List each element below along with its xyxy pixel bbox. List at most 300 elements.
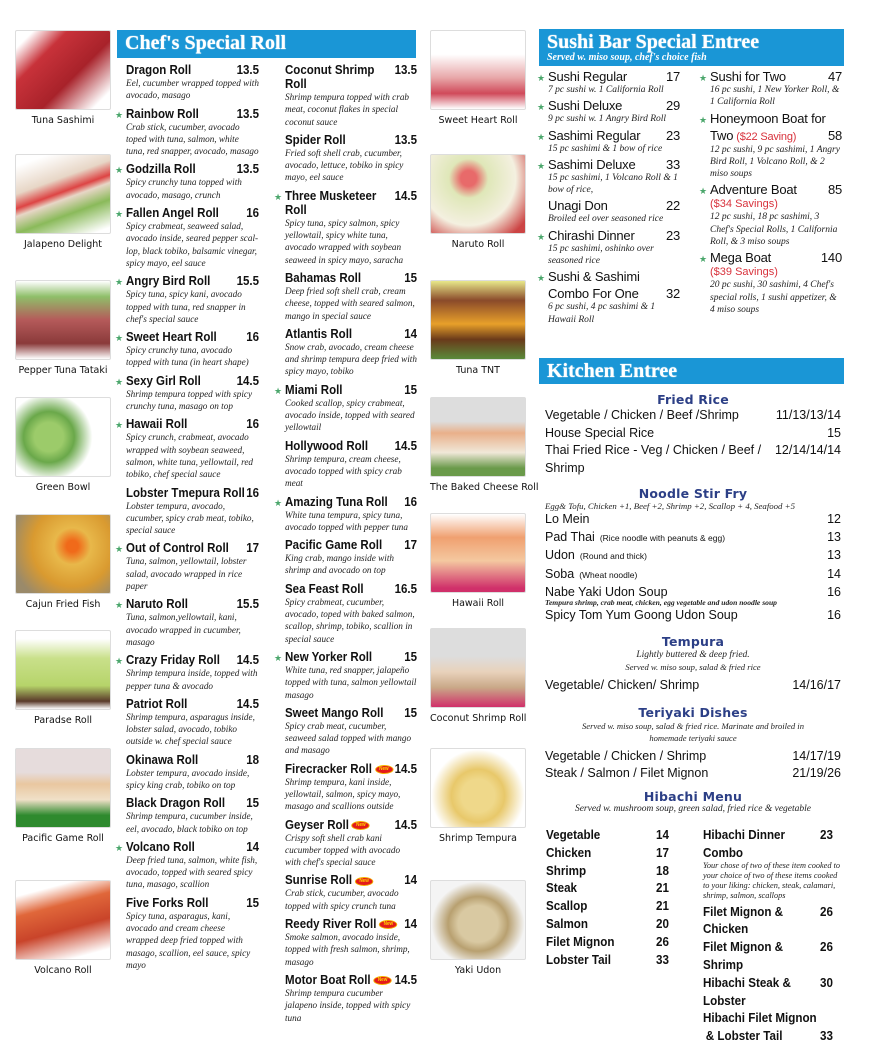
item-price: 16: [827, 607, 841, 622]
item-name: [285, 973, 392, 987]
item-name-text: Volcano Roll: [126, 839, 195, 854]
item-name-text: Hibachi Steak & Lobster: [703, 975, 791, 1008]
menu-item: [537, 98, 680, 125]
photo-tuna-tnt: Tuna TNT: [430, 280, 526, 376]
item-name-text: Out of Control Roll: [126, 541, 229, 556]
item-header: [548, 99, 680, 113]
noodle-list: [545, 511, 841, 624]
item-name: [285, 582, 364, 596]
item-price: 13.5: [236, 106, 259, 121]
item-name: [126, 796, 225, 810]
item-price: 14/16/17: [792, 678, 841, 692]
photo-coconut-shrimp-roll: Coconut Shrimp Roll: [430, 628, 526, 724]
photo-yaki-udon: Yaki Udon: [430, 880, 526, 976]
item-price: 14.5: [236, 696, 259, 711]
photo-hawaii-roll: Hawaii Roll: [430, 513, 526, 609]
star-icon: ★: [115, 600, 124, 611]
item-name-text: Sexy Girl Roll: [126, 373, 201, 388]
item-header: [126, 162, 259, 176]
item-price: 85: [827, 182, 842, 198]
tempura-note-1: Lightly buttered & deep fried.: [636, 650, 750, 660]
kitchen-entree-banner: [539, 358, 844, 384]
item-description: 20 pc sushi, 30 sashimi, 4 Chef's special rolls, 1 sushi appetizer, & 4 miso soups: [710, 280, 837, 315]
item-price: 29: [665, 98, 680, 114]
item-name: [546, 880, 577, 898]
item-name: [285, 383, 343, 397]
item-price: 30: [820, 975, 833, 990]
menu-item: [115, 653, 259, 692]
item-header: [126, 541, 259, 555]
item-name: [545, 529, 725, 548]
item-description: Shrimp tempura inside, topped with pepper tuna & avocado: [126, 668, 258, 691]
item-price: 13.5: [236, 162, 259, 177]
item-name: Sashimi Deluxe: [548, 156, 636, 172]
teriyaki-note-2: homemade teriyaki sauce: [649, 732, 737, 743]
item-name: & Lobster Tail: [705, 1029, 783, 1044]
price-row: [545, 748, 841, 766]
star-icon: ★: [537, 131, 546, 142]
item-name: [285, 538, 382, 552]
item-name-text: Bahamas Roll: [285, 270, 362, 285]
item-price: 58: [827, 127, 842, 143]
item-header: [285, 439, 417, 453]
menu-item: [285, 538, 417, 577]
item-price: 16: [246, 330, 259, 345]
item-description: Crab stick, cucumber, avocado toped with tuna, salmon, white tuna, red snapper, avocado, masago: [126, 121, 259, 157]
item-header: [285, 762, 417, 776]
item-name: [126, 840, 195, 854]
food-image: [15, 280, 111, 360]
star-icon: ★: [274, 652, 283, 663]
item-name-text: Amazing Tuna Roll: [285, 494, 388, 509]
menu-item: [115, 417, 259, 480]
price-row: [545, 442, 841, 477]
saving-label: ($22 Saving): [736, 130, 797, 143]
price-row: [546, 863, 669, 881]
item-price: 23: [820, 828, 833, 842]
photo-shrimp-tempura: Shrimp Tempura: [430, 748, 526, 844]
item-name: [126, 63, 191, 77]
item-name: Honeymoon Boat for: [710, 110, 826, 126]
item-price: 21: [656, 881, 669, 896]
item-price: 33: [820, 1029, 833, 1044]
item-name: [546, 898, 587, 916]
item-header: [285, 133, 417, 147]
item-name: [546, 934, 614, 952]
new-badge-icon: New: [373, 976, 391, 985]
price-row: [546, 898, 669, 916]
item-name-text: Atlantis Roll: [285, 326, 353, 341]
item-price: 14: [404, 326, 417, 341]
food-image: [15, 748, 111, 828]
hibachi-last-row-1: [703, 1010, 833, 1028]
menu-item: [126, 753, 259, 792]
item-name: [285, 762, 393, 776]
item-price: 14.5: [394, 817, 417, 832]
item-header: [285, 63, 417, 91]
item-note: (Wheat noodle): [579, 569, 638, 580]
item-header: [126, 486, 259, 500]
item-description: Fried soft shell crab, cucumber, avocado, lettuce, tobiko in spicy mayo, eel sauce: [285, 147, 404, 183]
item-name-text: Pad Thai: [545, 529, 595, 544]
photo-volcano-roll: Volcano Roll: [15, 880, 111, 976]
price-row: [703, 975, 833, 1011]
item-description: 7 pc sushi w. 1 California Roll: [548, 85, 664, 95]
noodle-heading: Noodle Stir Fry: [638, 486, 748, 501]
item-name: [703, 975, 820, 1011]
item-header: [126, 374, 259, 388]
star-icon: ★: [115, 544, 124, 555]
price-row: [545, 407, 841, 425]
star-icon: ★: [115, 109, 124, 120]
item-price: 12: [827, 512, 841, 526]
item-description: Crab stick, cucumber, avocado topped with spicy crunch tuna: [285, 888, 399, 911]
item-name: [126, 162, 196, 176]
price-row: [545, 511, 841, 529]
menu-item: [537, 269, 680, 326]
item-name-text: Filet Mignon & Shrimp: [703, 940, 784, 972]
item-price: 15: [246, 895, 259, 910]
menu-item: [126, 796, 259, 835]
star-icon: ★: [115, 165, 124, 176]
item-price: 15: [246, 796, 259, 811]
hibachi-note: Served w. mushroom soup, green salad, fried rice & vegetable: [574, 803, 812, 814]
star-icon: ★: [115, 277, 124, 288]
item-name-text: Spicy Tom Yum Goong Udon Soup: [545, 607, 738, 622]
item-description: Deep fried tuna, salmon, white fish, avocado, topped with seared spicy tuna, masago, scallion: [126, 854, 258, 890]
photo-tuna-sashimi: Tuna Sashimi: [15, 30, 111, 126]
item-name-text: Rainbow Roll: [126, 106, 199, 121]
item-name-text: Spider Roll: [285, 132, 346, 147]
price-row: [546, 827, 669, 845]
star-icon: ★: [274, 385, 283, 396]
item-price: 33: [656, 952, 669, 967]
section-subtitle: Served w. miso soup, chef's choice fish: [547, 52, 707, 63]
item-price: 15: [404, 705, 417, 720]
price-row: [545, 547, 841, 566]
photo-naruto-roll: Naruto Roll: [430, 154, 526, 250]
item-price: 13.5: [394, 63, 417, 77]
item-header: [126, 274, 259, 288]
new-badge-icon: New: [352, 821, 370, 830]
item-name: [545, 407, 739, 425]
item-description: Shrimp tempura cucumber jalapeno inside, topped with spicy tuna: [285, 987, 411, 1023]
menu-item: [285, 973, 417, 1024]
item-name-text: Steak: [546, 881, 578, 896]
item-name-text: Sunrise Roll: [285, 873, 353, 888]
hibachi-combo-desc: Your chose of two of these item cooked to your choice of two of these items cooked to your liking: chicken, steak, calamari, shrimp, salmon, scallops: [703, 860, 841, 900]
item-header: [285, 917, 417, 931]
item-name-text: Motor Boat Roll: [285, 972, 371, 987]
item-description: Shrimp tempura topped with crab meat, coconut flakes in special coconut sauce: [285, 92, 410, 127]
menu-item: [285, 917, 417, 968]
item-name: Sashimi Regular: [548, 127, 641, 143]
price-row: [546, 880, 669, 898]
item-name-text: Filet Mignon & Chicken: [703, 904, 784, 937]
menu-item: [285, 762, 417, 813]
item-price: 17: [404, 538, 417, 553]
item-price: 17: [665, 69, 680, 84]
item-description: 15 pc sashimi, oshinko over seasoned rice: [548, 243, 654, 267]
food-image: [430, 280, 526, 360]
item-name: [126, 541, 229, 555]
item-name: Sushi Deluxe: [548, 98, 623, 114]
menu-item: [699, 110, 842, 181]
item-header: [285, 271, 417, 285]
hibachi-heading: Hibachi Menu: [643, 788, 743, 804]
menu-item: [699, 250, 842, 316]
item-description: White tuna, red snapper, jalapeño topped with tuna, salmon yellowtail masago: [285, 664, 417, 700]
item-name: [546, 863, 586, 881]
item-header: [285, 383, 417, 397]
item-description: 6 pc sushi, 4 pc sashimi & 1 Hawaii Roll: [548, 302, 656, 325]
item-header: [126, 107, 259, 121]
price-row: [703, 904, 833, 940]
item-name: [285, 706, 383, 720]
item-name: [546, 827, 600, 845]
item-name-text: Coconut Shrimp Roll: [285, 63, 375, 91]
item-header: [126, 697, 259, 711]
item-price: 26: [820, 904, 833, 919]
photo-pepper-tuna-tataki: Pepper Tuna Tataki: [15, 280, 111, 376]
item-price: 14.5: [236, 373, 259, 388]
item-name: Hibachi Dinner Combo: [703, 828, 786, 860]
item-name-text: Lo Mein: [545, 512, 590, 526]
menu-item: [285, 818, 417, 869]
section-title: Sushi Bar Special Entree: [547, 31, 760, 53]
item-price: 15: [827, 425, 841, 440]
item-header: [285, 538, 417, 552]
item-name-text: Vegetable: [546, 828, 601, 842]
item-description: Spicy tuna, spicy kani, avocado topped with tuna, red snapper in chef's special sauce: [126, 289, 246, 324]
photo-baked-cheese-roll: The Baked Cheese Roll: [430, 397, 526, 493]
teriyaki-note-1: Served w. miso soup, salad & fried rice. Marinate and broiled in: [582, 720, 804, 731]
item-name-text: Sweet Heart Roll: [126, 330, 217, 345]
item-name-text: Okinawa Roll: [126, 752, 199, 767]
item-name-text: House Special Rice: [545, 425, 655, 440]
price-row: [545, 677, 841, 695]
item-description: Broiled eel over seasoned rice: [548, 214, 664, 225]
menu-item: [285, 327, 417, 378]
star-icon: ★: [699, 254, 708, 265]
item-description: 16 pc sushi, 1 New Yorker Roll, & 1 California Roll: [710, 85, 840, 108]
item-header: [126, 796, 259, 810]
item-description: Spicy crunch, crabmeat, avocado wrapped with soybean seaweed, salmon, white tuna, yellowtail, red tobiko, chef special sauce: [126, 432, 254, 480]
item-description: Crispy soft shell crab kani cucumber topped with avocado with chef's special sauce: [285, 832, 401, 868]
item-name: [126, 107, 199, 121]
item-description: Lobster tempura, avocado inside, spicy king crab, tobiko on top: [126, 767, 250, 790]
item-name: [285, 271, 361, 285]
item-description: 12 pc sushi, 9 pc sashimi, 1 Angry Bird Roll, 1 Volcano Roll, & 2 miso soups: [710, 144, 840, 180]
food-image: [15, 630, 111, 710]
kitchen-body: [545, 392, 841, 814]
teriyaki-heading: Teriyaki Dishes: [638, 704, 748, 720]
hibachi-last-row-2: [703, 1028, 833, 1046]
item-name-text: Lobster Tail: [546, 952, 612, 967]
item-price: 16: [246, 417, 259, 432]
item-price: 16: [827, 585, 841, 599]
item-price: 16: [246, 206, 259, 221]
item-name: [126, 274, 210, 288]
item-name: [546, 916, 588, 934]
item-name: [126, 597, 188, 611]
item-name-text: Two: [710, 127, 734, 143]
item-price: 14.5: [236, 653, 259, 668]
item-description: King crab, mango inside with shrimp and avocado on top: [285, 553, 394, 576]
hibachi-column-2-list: [703, 904, 833, 1011]
menu-item: [537, 156, 680, 197]
item-price: 15.5: [236, 274, 259, 289]
item-price: 16: [246, 485, 259, 500]
sushi-bar-column-1: [537, 69, 680, 329]
photo-jalapeno-delight: Jalapeno Delight: [15, 154, 111, 250]
menu-item: [274, 382, 417, 434]
menu-item: [115, 106, 259, 158]
food-image: [430, 880, 526, 960]
item-name-text: Thai Fried Rice - Veg / Chicken / Beef / Shrimp: [545, 443, 762, 475]
item-description: Shrimp tempura, asparagus inside, lobster salad, avocado, tobiko outside w. chef special sauce: [126, 711, 255, 747]
item-description: 15 pc sashimi & 1 bow of rice: [548, 143, 663, 154]
photo-paradise-roll: Paradse Roll: [15, 630, 111, 726]
item-name-text: Shrimp: [546, 863, 587, 878]
item-price: 140: [820, 250, 842, 266]
item-name: [285, 650, 372, 664]
item-price: 13.5: [236, 63, 259, 77]
item-name-2: [548, 287, 639, 301]
item-name: [545, 677, 699, 695]
item-header: [126, 63, 259, 77]
item-name: [285, 63, 395, 91]
food-image: [430, 154, 526, 234]
menu-item: [274, 649, 417, 701]
item-name-text: Firecracker Roll: [285, 761, 372, 776]
item-name: Adventure Boat: [710, 182, 797, 198]
item-name: [545, 425, 654, 443]
item-price: 18: [246, 752, 259, 767]
item-description: Lobster tempura, avocado, cucumber, spicy crab meat, tobiko, special sauce: [126, 500, 254, 536]
item-header: [126, 753, 259, 767]
item-header: [548, 70, 680, 84]
item-name-text: Steak / Salmon / Filet Mignon: [545, 766, 709, 780]
item-description: Spicy crabmeat, seaweed salad, avocado inside, seared pepper scal-lop, black tobiko, balsamic vinegar, spicy mayo, eel sauce: [126, 221, 259, 268]
item-name: Sushi for Two: [710, 69, 786, 84]
item-name: [126, 330, 217, 344]
price-row: [545, 425, 841, 443]
menu-item: [126, 896, 259, 971]
item-price: 14: [404, 917, 417, 932]
item-name-text: Hawaii Roll: [126, 417, 188, 432]
item-header: [285, 650, 417, 664]
item-price: 11/13/13/14: [775, 408, 841, 422]
noodle-addon-note: Egg& Tofu, Chicken +1, Beef +2, Shrimp +2, Scallop + 4, Seafood +5: [545, 501, 795, 511]
menu-item: [699, 69, 842, 109]
star-icon: ★: [115, 656, 124, 667]
item-description: Eel, cucumber wrapped topped with avocado, masago: [126, 78, 259, 101]
saving-label: ($39 Savings): [710, 266, 778, 279]
item-description: Shrimp tempura, cream cheese, avocado topped with spicy crab meat: [285, 453, 402, 489]
item-price: 22: [665, 198, 680, 214]
menu-item: [537, 227, 680, 268]
item-name-text: Soba: [545, 566, 575, 581]
item-price: 14: [656, 828, 669, 842]
item-name-text: Udon: [545, 548, 575, 562]
item-price: 16.5: [394, 581, 417, 596]
price-row: [545, 765, 841, 783]
item-name: [285, 495, 388, 509]
menu-item: [285, 63, 417, 128]
item-name: [285, 873, 373, 887]
new-badge-icon: New: [379, 920, 397, 929]
new-badge-icon: New: [375, 765, 393, 774]
price-row: [703, 939, 833, 975]
item-name: [126, 417, 187, 431]
star-icon: ★: [115, 333, 124, 344]
item-name: [545, 442, 775, 477]
star-icon: ★: [115, 842, 124, 853]
menu-item: [115, 597, 259, 648]
star-icon: ★: [537, 273, 546, 284]
item-price: 16: [404, 494, 417, 509]
food-image: [430, 397, 526, 477]
item-name: [126, 753, 198, 767]
item-name: Chirashi Dinner: [548, 227, 635, 243]
item-name-text: Sweet Mango Roll: [285, 705, 384, 720]
item-name: [703, 939, 820, 975]
item-name-text: Fallen Angel Roll: [126, 206, 219, 221]
item-name-text: Reedy River Roll: [285, 917, 377, 932]
item-name-text: Vegetable/ Chicken/ Shrimp: [545, 678, 700, 692]
item-price: 15: [404, 382, 417, 397]
item-price: 15: [404, 270, 417, 285]
item-name-text: Sea Feast Roll: [285, 581, 364, 596]
item-name: [126, 653, 220, 667]
item-header-2: [548, 287, 680, 301]
item-name-text: Chicken: [546, 845, 592, 860]
item-header: [285, 189, 417, 217]
item-description: White tuna tempura, spicy tuna, avocado topped with pepper tuna: [285, 509, 408, 532]
item-price: 15.5: [236, 597, 259, 612]
item-header: [548, 129, 680, 143]
item-price: 47: [827, 69, 842, 84]
menu-item: [115, 274, 259, 325]
star-icon: ★: [699, 114, 708, 125]
item-price: 14.5: [394, 438, 417, 453]
item-name-text: Hollywood Roll: [285, 438, 369, 453]
item-price: 14.5: [394, 188, 417, 203]
item-header: [710, 112, 842, 126]
teriyaki-list: [545, 748, 841, 783]
item-header: [126, 896, 259, 910]
food-image: [430, 628, 526, 708]
food-image: [430, 748, 526, 828]
sushi-bar-column-2: [699, 69, 842, 319]
item-price: 15: [404, 649, 417, 664]
item-name-text: Angry Bird Roll: [126, 274, 211, 289]
item-note: (Rice noodle with peanuts & egg): [599, 532, 726, 543]
item-name: [545, 511, 589, 529]
price-row: [546, 845, 669, 863]
item-name: [285, 818, 370, 832]
item-name-text: Black Dragon Roll: [126, 796, 226, 811]
item-description: Shrimp tempura topped with spicy crunchy tuna, masago on top: [126, 388, 253, 412]
price-row: [546, 934, 669, 952]
menu-item: [115, 162, 259, 201]
item-name-text: New Yorker Roll: [285, 649, 373, 664]
item-name: [285, 439, 368, 453]
menu-item: [274, 494, 417, 534]
item-price: 26: [656, 934, 669, 949]
item-header: [126, 653, 259, 667]
